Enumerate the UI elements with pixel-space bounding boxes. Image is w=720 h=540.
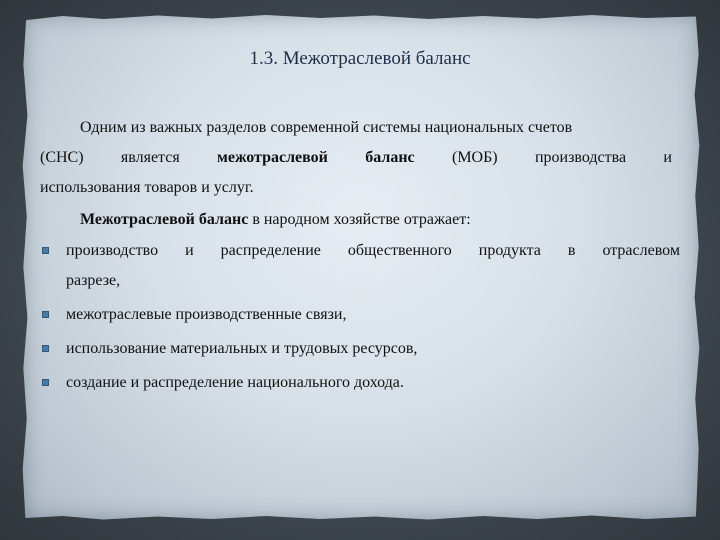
square-bullet-icon (42, 311, 49, 318)
intro-word: (МОБ) (451, 149, 498, 166)
bullet-3-text: использование материальных и трудовых ресурсов, (66, 340, 418, 357)
intro-line-3: использования товаров и услуг. (40, 179, 254, 196)
reflects-bold-term: Межотраслевой баланс (80, 211, 249, 228)
reflects-paragraph (40, 205, 672, 235)
bullet-word: в (567, 242, 576, 259)
bullet-word: и (185, 242, 194, 259)
bullet-2-text: межотраслевые производственные связи, (66, 306, 347, 323)
bullet-1-line-1 (66, 236, 680, 266)
bullet-word: общественного (347, 242, 452, 259)
bullet-4-text: создание и распределение национального дохода. (66, 374, 404, 391)
intro-word: и (663, 149, 672, 166)
slide-title (0, 48, 720, 70)
list-item (40, 300, 680, 330)
list-item (40, 334, 680, 364)
square-bullet-icon (42, 345, 49, 352)
slide-title-text: 1.3. Межотраслевой баланс (249, 48, 471, 69)
square-bullet-icon (42, 379, 49, 386)
list-item (40, 236, 680, 296)
bullet-word: продукта (478, 242, 541, 259)
intro-word: производства (534, 149, 627, 166)
intro-line-2 (40, 143, 672, 173)
intro-line-1: Одним из важных разделов современной системы национальных счетов (80, 119, 573, 136)
intro-word: является (120, 149, 180, 166)
square-bullet-icon (42, 247, 49, 254)
bullet-word: отраслевом (602, 242, 680, 259)
intro-word: (СНС) (40, 149, 84, 166)
bullet-list (40, 236, 680, 402)
list-item (40, 368, 680, 398)
bullet-word: производство (66, 242, 159, 259)
intro-word-bold: баланс (365, 149, 415, 166)
intro-word-bold: межотраслевой (217, 149, 328, 166)
bullet-word: распределение (220, 242, 321, 259)
bullet-1-line-2: разрезе, (66, 272, 121, 289)
intro-paragraph (40, 113, 672, 203)
reflects-rest: в народном хозяйстве отражает: (248, 211, 471, 228)
